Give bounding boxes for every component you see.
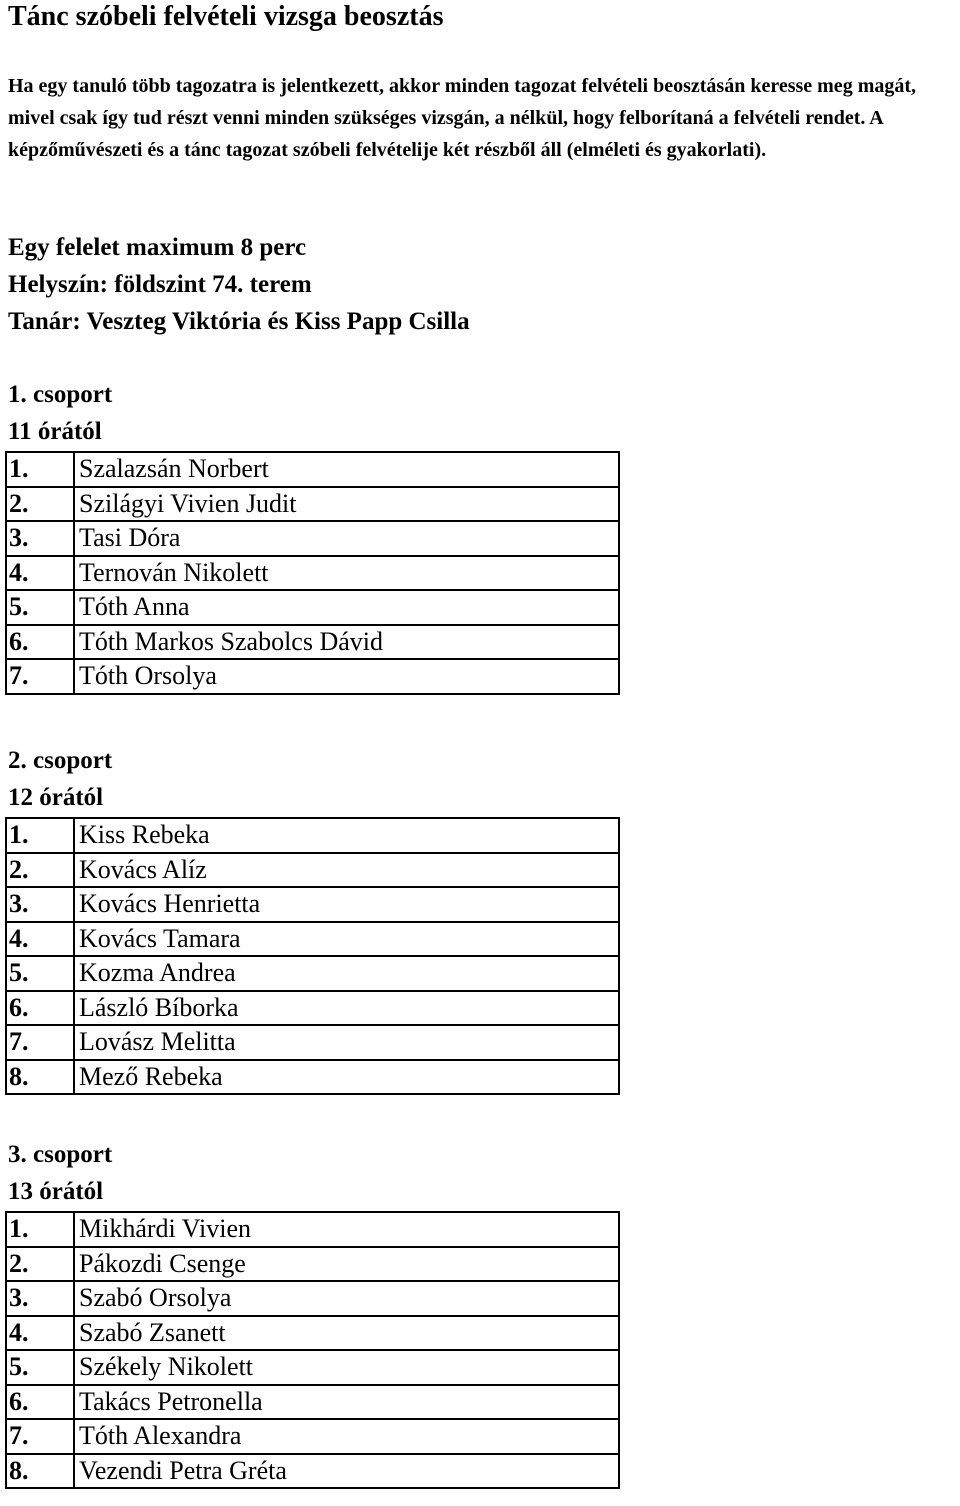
table-row: [6, 625, 619, 660]
row-number: 3.: [6, 887, 74, 922]
row-number: 5.: [6, 956, 74, 991]
student-name: Székely Nikolett: [74, 1350, 619, 1385]
student-name: Szilágyi Vivien Judit: [74, 487, 619, 522]
row-number: 8.: [6, 1060, 74, 1095]
student-name: Kovács Tamara: [74, 922, 619, 957]
intro-paragraph: Ha egy tanuló több tagozatra is jelentkezett, akkor minden tagozat felvételi beosztásán keresse meg magát, mivel csak így tud részt venni minden szükséges vizsgán, a nélkül, hogy felborítaná a felvételi rendet. A képzőművészeti és a tánc tagozat szóbeli felvételije két részből áll (elméleti és gyakorlati).: [8, 75, 917, 161]
table-row: [6, 1060, 619, 1095]
table-row: [6, 1281, 619, 1316]
table-row: [6, 1212, 619, 1247]
student-name: Ternován Nikolett: [74, 556, 619, 591]
student-name: Mikhárdi Vivien: [74, 1212, 619, 1247]
group-2-label: 2. csoport: [8, 747, 113, 774]
table-row: [6, 991, 619, 1026]
row-number: 4.: [6, 1316, 74, 1351]
student-name: Tóth Markos Szabolcs Dávid: [74, 625, 619, 660]
student-name: Pákozdi Csenge: [74, 1247, 619, 1282]
table-row: [6, 922, 619, 957]
table-row: [6, 1385, 619, 1420]
row-number: 2.: [6, 487, 74, 522]
location-info: Helyszín: földszint 74. terem: [8, 271, 312, 298]
student-name: Szabó Orsolya: [74, 1281, 619, 1316]
student-name: Kovács Henrietta: [74, 887, 619, 922]
row-number: 1.: [6, 452, 74, 487]
table-row: [6, 853, 619, 888]
duration-info: Egy felelet maximum 8 perc: [8, 234, 307, 261]
row-number: 7.: [6, 1419, 74, 1454]
table-row: [6, 956, 619, 991]
student-name: Lovász Melitta: [74, 1025, 619, 1060]
group-1-label: 1. csoport: [8, 381, 113, 408]
group-1-time: 11 órától: [8, 418, 102, 445]
student-name: Kozma Andrea: [74, 956, 619, 991]
table-row: [6, 1419, 619, 1454]
row-number: 3.: [6, 521, 74, 556]
table-row: [6, 1350, 619, 1385]
page-title: Tánc szóbeli felvételi vizsga beosztás: [8, 1, 444, 32]
table-row: [6, 887, 619, 922]
student-name: Tasi Dóra: [74, 521, 619, 556]
row-number: 7.: [6, 659, 74, 694]
group-1-table: [5, 451, 620, 695]
row-number: 7.: [6, 1025, 74, 1060]
student-name: Vezendi Petra Gréta: [74, 1454, 619, 1489]
row-number: 6.: [6, 991, 74, 1026]
student-name: László Bíborka: [74, 991, 619, 1026]
table-row: [6, 487, 619, 522]
table-row: [6, 1025, 619, 1060]
row-number: 4.: [6, 922, 74, 957]
row-number: 2.: [6, 1247, 74, 1282]
table-row: [6, 659, 619, 694]
table-row: [6, 1316, 619, 1351]
student-name: Kovács Alíz: [74, 853, 619, 888]
row-number: 5.: [6, 590, 74, 625]
row-number: 8.: [6, 1454, 74, 1489]
group-2-time: 12 órától: [8, 784, 104, 811]
student-name: Mező Rebeka: [74, 1060, 619, 1095]
group-3-label: 3. csoport: [8, 1141, 113, 1168]
group-3-time: 13 órától: [8, 1178, 104, 1205]
row-number: 1.: [6, 818, 74, 853]
student-name: Tóth Orsolya: [74, 659, 619, 694]
table-row: [6, 556, 619, 591]
row-number: 6.: [6, 1385, 74, 1420]
student-name: Szabó Zsanett: [74, 1316, 619, 1351]
row-number: 2.: [6, 853, 74, 888]
teachers-info: Tanár: Veszteg Viktória és Kiss Papp Csilla: [8, 308, 470, 335]
student-name: Szalazsán Norbert: [74, 452, 619, 487]
group-2-table: [5, 817, 620, 1095]
student-name: Tóth Alexandra: [74, 1419, 619, 1454]
row-number: 3.: [6, 1281, 74, 1316]
row-number: 4.: [6, 556, 74, 591]
student-name: Takács Petronella: [74, 1385, 619, 1420]
row-number: 5.: [6, 1350, 74, 1385]
table-row: [6, 1454, 619, 1489]
row-number: 6.: [6, 625, 74, 660]
table-row: [6, 590, 619, 625]
table-row: [6, 521, 619, 556]
student-name: Kiss Rebeka: [74, 818, 619, 853]
row-number: 1.: [6, 1212, 74, 1247]
table-row: [6, 452, 619, 487]
table-row: [6, 818, 619, 853]
table-row: [6, 1247, 619, 1282]
group-3-table: [5, 1211, 620, 1489]
student-name: Tóth Anna: [74, 590, 619, 625]
